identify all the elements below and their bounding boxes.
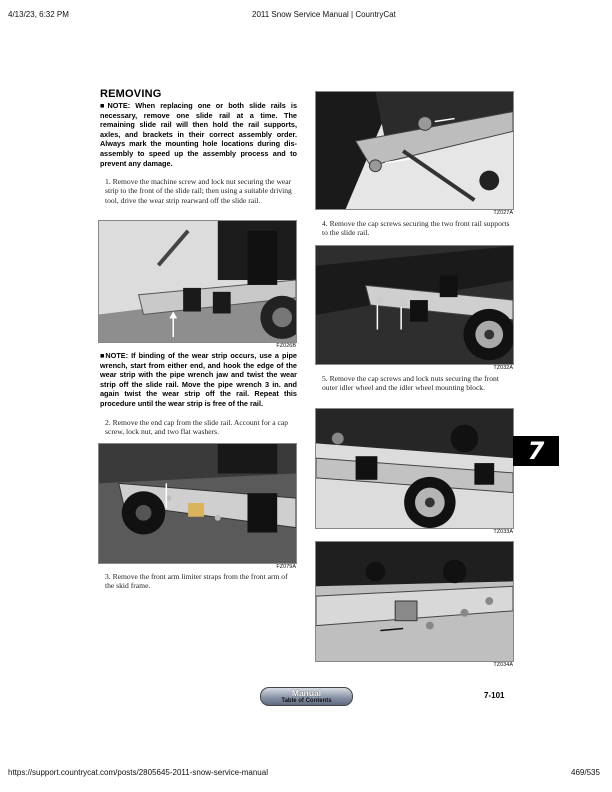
step-3: 3. Remove the front arm limiter straps from the front arm of the skid frame. [105,572,288,591]
print-page-count: 469/535 [571,768,600,777]
step-1: 1. Remove the machine screw and lock nut securing the wear strip to the front of the slide rail; then using a suitable driving tool, drive the wear strip rearward off the slide rail. [105,177,292,205]
photo-tz032a [315,245,514,365]
photo-tz033a [315,408,514,529]
figure-caption-fz026b: FZ026B [276,343,296,349]
figure-caption-tz033a: TZ033A [493,529,513,535]
note-paragraph-2: ■NOTE: If binding of the wear strip occurs, use a pipe wrench, start from either end, and hook the edge of the wear strip with the pipe wrench jaw and twist the wear strip off the slide rail. Move the pipe wrench 3 in. and again twist the wear strip off the rail. Repeat this procedure until the wear strip is free of the rail. [100,351,297,408]
manual-toc-button[interactable] [260,687,353,706]
photo-fz079a [98,443,297,564]
step-5: 5. Remove the cap screws and lock nuts securing the front outer idler wheel and the idler wheel mounting block. [322,374,499,393]
figure-caption-fz079a: FZ079A [276,564,296,570]
page-number: 7-101 [484,691,505,700]
note-paragraph-1: ■NOTE: When replacing one or both slide rails is necessary, remove one slide rail at a time. The remaining slide rail will then hold the rail supports, axles, and brackets in their correct assembly order. Always mark the mounting hole locations during dis-assembly to speed up the assembly process and to prevent any damage. [100,101,297,168]
figure-caption-tz027a: TZ027A [493,210,513,216]
photo-tz034a [315,541,514,662]
print-url: https://support.countrycat.com/posts/2805645-2011-snow-service-manual [8,768,268,777]
step-2: 2. Remove the end cap from the slide rail. Account for a cap screw, lock nut, and two flat washers. [105,418,289,437]
toc-button-label-sub: Table of Contents [281,698,332,704]
figure-caption-tz034a: TZ034A [493,662,513,668]
toc-button-label-main: Manual [291,688,322,698]
step-4: 4. Remove the cap screws securing the two front rail supports to the slide rail. [322,219,510,238]
print-page-title: 2011 Snow Service Manual | CountryCat [252,10,396,19]
photo-tz027a [315,91,514,210]
figure-caption-tz032a: TZ032A [493,365,513,371]
print-datetime: 4/13/23, 6:32 PM [8,10,69,19]
chapter-tab: 7 [513,436,559,466]
section-heading: REMOVING [100,88,162,100]
photo-fz026b [98,220,297,343]
